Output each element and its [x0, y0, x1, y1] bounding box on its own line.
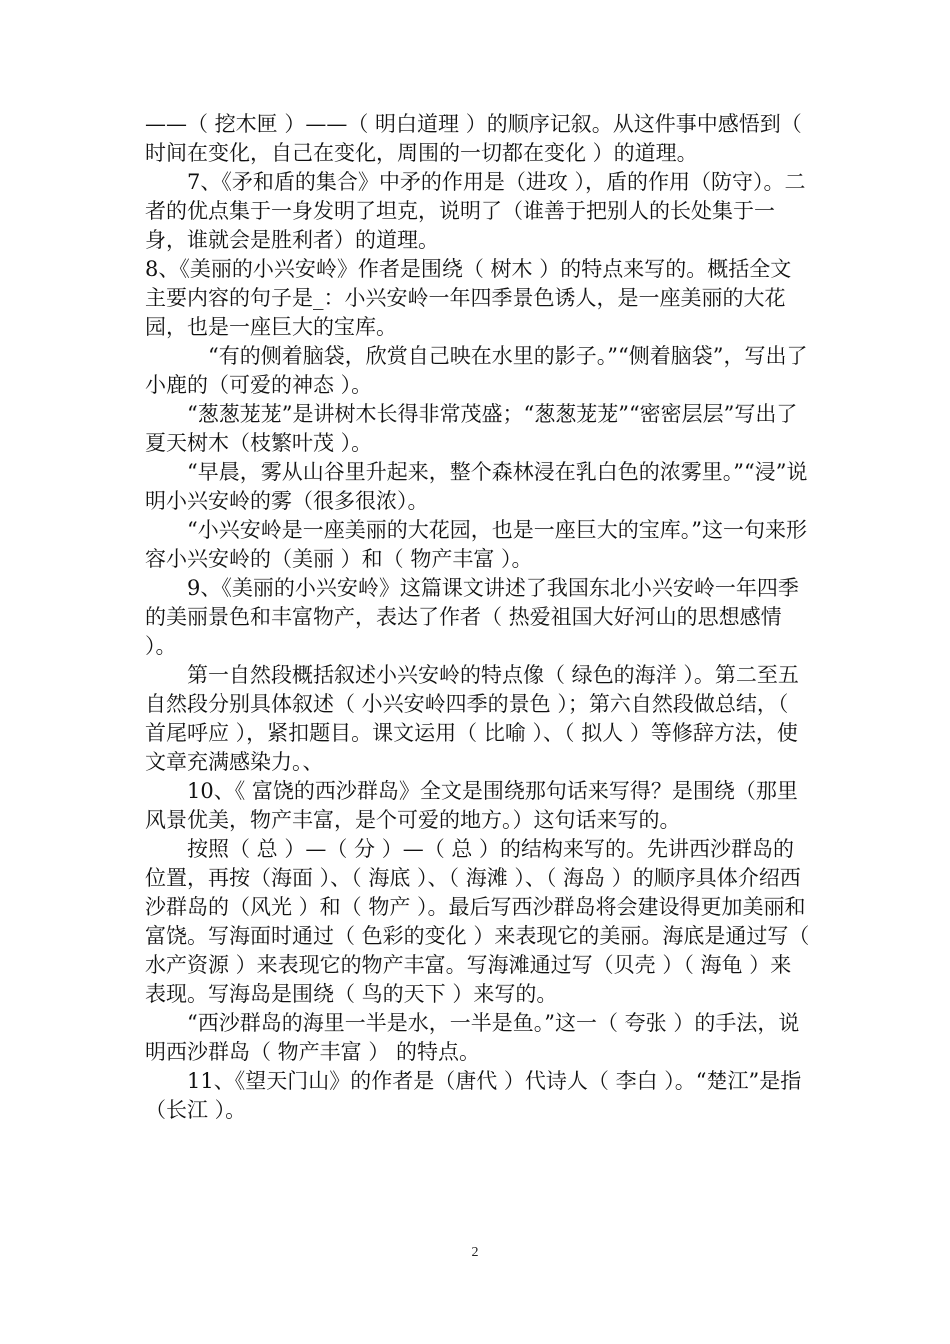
page-number: 2: [471, 1245, 479, 1260]
paragraph-q10-structure: 按照（ 总 ）—（ 分 ）—（ 总 ）的结构来写的。先讲西沙群岛的位置，再按（海面 ）、（ 海底 ）、（ 海滩 ）、（ 海岛 ）的顺序具体介绍西沙群岛的（风光 ）和（ 物产 ）。最后写西沙群岛将会建设得更加美丽和富饶。写海面时通过（ 色彩的变化 ）来表现它的美丽。海底是通过写（ 水产资源 ）来表现它的物产丰富。写海滩通过写（贝壳 ）（ 海龟 ）来表现。写海岛是围绕（ 鸟的天下 ）来写的。: [145, 837, 810, 1006]
paragraph-q9-structure: 第一自然段概括叙述小兴安岭的特点像（ 绿色的海洋 ）。第二至五自然段分别具体叙述（ 小兴安岭四季的景色 ）；第六自然段做总结，（ 首尾呼应 ），紧扣题目。课文运用（ 比喻 ）、（ 拟人 ）等修辞方法，使文章充满感染力。、: [145, 663, 799, 774]
paragraph-q8-fog: “早晨，雾从山谷里升起来，整个森林浸在乳白色的浓雾里。”“浸”说明小兴安岭的雾（很多很浓）。: [145, 460, 808, 513]
paragraph-q11: 11、《望天门山》的作者是（唐代 ）代诗人（ 李白 ）。“楚江”是指（长江 ）。: [145, 1069, 802, 1122]
paragraph-q10-exaggeration: “西沙群岛的海里一半是水，一半是鱼。”这一（ 夸张 ）的手法，说明西沙群岛（ 物产丰富 ） 的特点。: [145, 1011, 800, 1064]
paragraph-q8-garden: “小兴安岭是一座美丽的大花园，也是一座巨大的宝库。”这一句来形容小兴安岭的（美丽 ）和（ 物产丰富 ）。: [145, 518, 807, 571]
paragraph-sequence-lesson: ——（ 挖木匣 ）——（ 明白道理 ）的顺序记叙。从这件事中感悟到（ 时间在变化，自己在变化，周围的一切都在变化 ）的道理。: [145, 112, 802, 165]
paragraph-q8: 8、《美丽的小兴安岭》作者是围绕（ 树木 ）的特点来写的。概括全文主要内容的句子是_：小兴安岭一年四季景色诱人，是一座美丽的大花园，也是一座巨大的宝库。: [145, 257, 792, 339]
paragraph-q10: 10、《 富饶的西沙群岛》全文是围绕那句话来写得？是围绕（那里风景优美，物产丰富，是个可爱的地方。）这句话来写的。: [145, 779, 798, 832]
paragraph-q8-deer: “有的侧着脑袋，欣赏自己映在水里的影子。”“侧着脑袋”，写出了小鹿的（可爱的神态 ）。: [145, 344, 808, 397]
paragraph-q8-trees: “葱葱茏茏”是讲树木长得非常茂盛；“葱葱茏茏”“密密层层”写出了夏天树木（枝繁叶茂 ）。: [145, 402, 798, 455]
paragraph-q7: 7、《矛和盾的集合》中矛的作用是（进攻 ），盾的作用（防守）。二者的优点集于一身发明了坦克，说明了（谁善于把别人的长处集于一身，谁就会是胜利者）的道理。: [145, 170, 806, 252]
document-body: [145, 110, 810, 1125]
paragraph-q9: 9、《美丽的小兴安岭》这篇课文讲述了我国东北小兴安岭一年四季的美丽景色和丰富物产，表达了作者（ 热爱祖国大好河山的思想感情 ）。: [145, 576, 799, 658]
